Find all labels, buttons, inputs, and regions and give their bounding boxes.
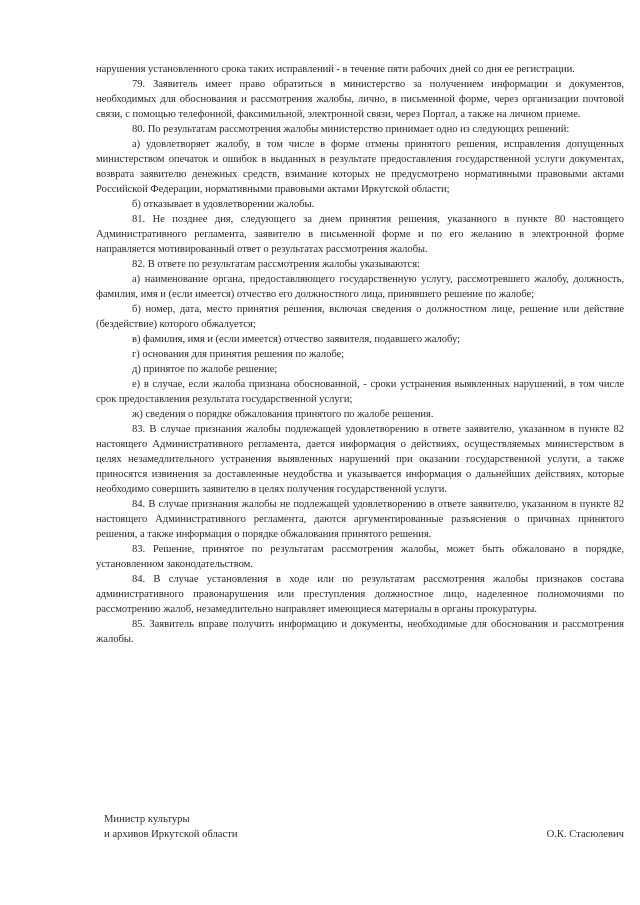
paragraph: а) наименование органа, предоставляющего государственную услугу, рассмотревшего жалобу, должность, фамилия, имя и (если имеется) отчество его должностного лица, принявшего решение по жалобе; xyxy=(96,274,624,300)
document-body xyxy=(96,62,624,647)
paragraph: 79. Заявитель имеет право обратиться в министерство за получением информации и документов, необходимых для обоснования и рассмотрения жалобы, лично, в письменной форме, через организации почтовой связи, с помощью телефонной, факсимильной, электронной связи, через Портал, а также на личном приеме. xyxy=(96,79,624,120)
signatory-position xyxy=(104,812,364,842)
paragraph: а) удовлетворяет жалобу, в том числе в форме отмены принятого решения, исправления допущенных министерством опечаток и ошибок в выданных в результате предоставления государственной услуги документах, возврата заявителю денежных средств, взимание которых не предусмотрено нормативными правовыми актами Российской Федерации, нормативными правовыми актами Иркутской области; xyxy=(96,139,624,195)
signatory-position-line-2: и архивов Иркутской области xyxy=(104,829,238,840)
paragraph: 84. В случае установления в ходе или по результатам рассмотрения жалобы признаков состава административного правонарушения или преступления должностное лицо, наделенное полномочиями по рассмотрению жалоб, незамедлительно направляет имеющиеся материалы в органы прокуратуры. xyxy=(96,574,624,615)
paragraph: в) фамилия, имя и (если имеется) отчество заявителя, подавшего жалобу; xyxy=(132,334,460,345)
paragraph: д) принятое по жалобе решение; xyxy=(132,364,278,375)
paragraph: е) в случае, если жалоба признана обоснованной, - сроки устранения выявленных нарушений, в том числе срок предоставления результата государственной услуги; xyxy=(96,379,624,405)
paragraph: б) номер, дата, место принятия решения, включая сведения о должностном лице, решение или действие (бездействие) которого обжалуется; xyxy=(96,304,624,330)
signatory-position-line-1: Министр культуры xyxy=(104,814,190,825)
paragraph: 83. Решение, принятое по результатам рассмотрения жалобы, может быть обжаловано в порядке, установленном законодательством. xyxy=(96,544,624,570)
paragraph: ж) сведения о порядке обжалования принятого по жалобе решения. xyxy=(132,409,434,420)
paragraph: 80. По результатам рассмотрения жалобы министерство принимает одно из следующих решений: xyxy=(132,124,570,135)
paragraph: 83. В случае признания жалобы подлежащей удовлетворению в ответе заявителю, указанном в пункте 82 настоящего Административного регламента, дается информация о действиях, осуществляемых министерством в целях незамедлительного устранения выявленных нарушений при оказании государственной услуги, а также приносятся извинения за доставленные неудобства и указывается информация о дальнейших действиях, которые необходимо совершить заявителю в целях получения государственной услуги. xyxy=(96,424,624,495)
paragraph: 82. В ответе по результатам рассмотрения жалобы указываются: xyxy=(132,259,420,270)
paragraph: г) основания для принятия решения по жалобе; xyxy=(132,349,345,360)
paragraph: нарушения установленного срока таких исправлений - в течение пяти рабочих дней со дня ее регистрации. xyxy=(96,64,575,75)
signatory-name: О.К. Стасюлевич xyxy=(546,829,624,840)
paragraph: б) отказывает в удовлетворении жалобы. xyxy=(132,199,315,210)
paragraph: 85. Заявитель вправе получить информацию и документы, необходимые для обоснования и рассмотрения жалобы. xyxy=(96,619,624,645)
paragraph: 81. Не позднее дня, следующего за днем принятия решения, указанного в пункте 80 настоящего Административного регламента, заявителю в письменной форме и по его желанию в электронной форме направляется мотивированный ответ о результатах рассмотрения жалобы. xyxy=(96,214,624,255)
paragraph: 84. В случае признания жалобы не подлежащей удовлетворению в ответе заявителю, указанном в пункте 82 настоящего Административного регламента, даются аргументированные разъяснения о причинах принятого решения, а также информация о порядке обжалования принятого решения. xyxy=(96,499,624,540)
